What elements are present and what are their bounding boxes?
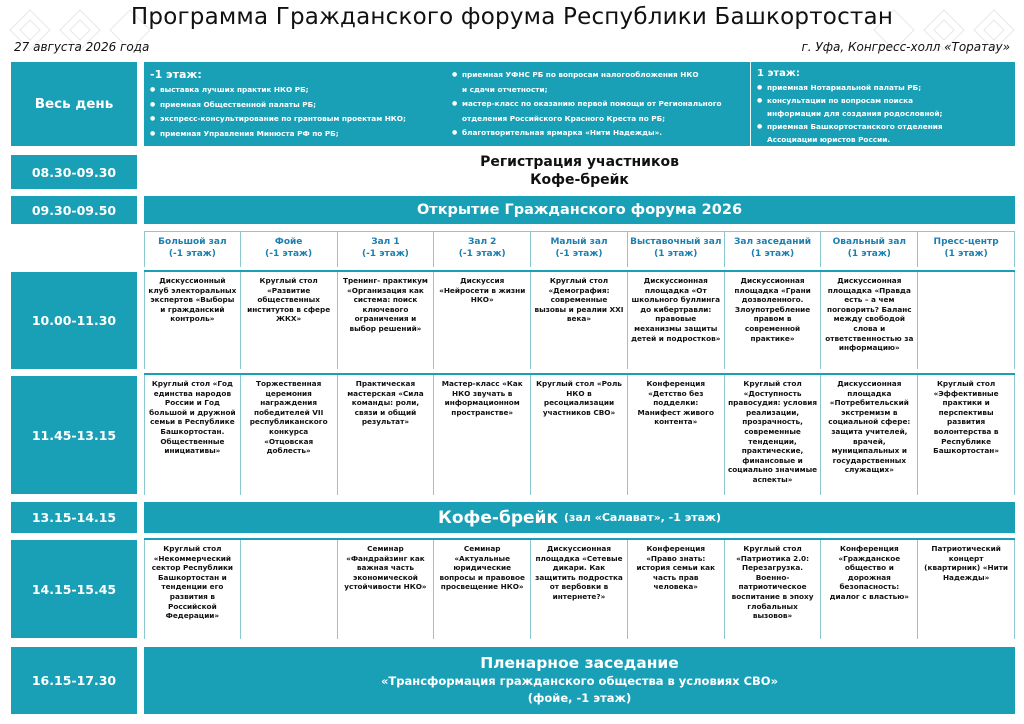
hall-floor: (1 этаж): [654, 249, 698, 259]
opening-bar: [144, 196, 1015, 224]
hall-floor: (1 этаж): [944, 249, 988, 259]
event-cell: Конференция «Гражданское общество и дорожная безопасность: диалог с властью»: [821, 540, 918, 639]
time-session-1: 10.00-11.30: [11, 272, 137, 369]
hall-floor: (-1 этаж): [168, 249, 216, 259]
event-cell: Конференция «Детство без подделки: Манифест живого контента»: [628, 375, 725, 495]
event-cell: Круглый стол «Доступность правосудия: условия реализации, прозрачность, современные тенденции, практические, финансовые и социально значимые аспекты»: [725, 375, 822, 495]
hall-header: [531, 231, 628, 267]
hall-name: Выставочный зал: [630, 237, 722, 247]
opening-title: Открытие Гражданского форума 2026: [416, 202, 743, 218]
list-item: отделения Российского Красного Креста по РБ;: [462, 113, 666, 123]
hall-floor: (-1 этаж): [361, 249, 409, 259]
list-item: ● приемная Башкортостанского отделения: [757, 120, 1015, 133]
list-item: ● приемная Общественной палаты РБ;: [150, 98, 444, 113]
event-cell: Дискуссионная площадка «Сетевые дикари. Как защитить подростка от вербовки в интернете?»: [531, 540, 628, 639]
hall-floor: (1 этаж): [847, 249, 891, 259]
floor-label: -1 этаж:: [150, 68, 202, 81]
time-session-2: 11.45-13.15: [11, 376, 137, 494]
event-cell: Тренинг- практикум «Организация как система: поиск ключевого ограничения и выбор решений»: [338, 272, 435, 369]
registration-block: [144, 150, 1015, 192]
event-cell: Дискуссионная площадка «Потребительский экстремизм в социальной сфере: защита учителей, врачей, муниципальных и государственных служащих»: [821, 375, 918, 495]
page-title: Программа Гражданского форума Республики Башкортостан: [130, 4, 894, 30]
list-item: ● мастер-класс по оказанию первой помощи от Регионального: [452, 97, 749, 112]
hall-floor: (1 этаж): [750, 249, 795, 259]
session-2-row: [144, 373, 1015, 495]
list-item: и сдачи отчетности;: [462, 84, 548, 94]
hall-name: Большой зал: [158, 237, 227, 247]
hall-header: [434, 231, 531, 267]
hall-floor: (-1 этаж): [458, 249, 506, 259]
event-cell: Дискуссионная площадка «Грани дозволенного. Злоупотребление правом в современной практике»: [725, 272, 822, 369]
event-cell: Круглый стол «Эффективные практики и перспективы развития волонтерства в Республике Башкортостан»: [918, 375, 1015, 495]
list-item: Ассоциации юристов России.: [767, 135, 891, 144]
event-cell: [241, 540, 338, 639]
time-all-day: Весь день: [11, 62, 137, 146]
floor-label: 1 этаж:: [757, 68, 800, 79]
hall-header: [144, 231, 241, 267]
plenary-title: Пленарное заседание: [480, 654, 679, 672]
event-cell: Мастер-класс «Как НКО звучать в информационном пространстве»: [434, 375, 531, 495]
hall-name: Зал 1: [371, 237, 400, 247]
event-cell: Дискуссионная площадка «Правда есть – а чем поговорить? Баланс между свободой слова и ответственностью за информацию»: [821, 272, 918, 369]
list-item: ● приемная УФНС РБ по вопросам налогообложения НКО: [452, 68, 749, 83]
hall-name: Зал 2: [467, 237, 497, 247]
time-opening: 09.30-09.50: [11, 196, 137, 224]
event-cell: Практическая мастерская «Сила команды: роли, связи и общий результат»: [338, 375, 435, 495]
hall-name: Овальный зал: [832, 237, 907, 247]
event-cell: [918, 272, 1015, 369]
all-day-list: [150, 83, 444, 141]
list-item: ● выставка лучших практик НКО РБ;: [150, 83, 444, 98]
all-day-column-1: [144, 62, 444, 146]
halls-header: [144, 231, 1015, 267]
event-cell: Дискуссионный клуб электоральных экспертов «Выборы и гражданский контроль»: [144, 272, 241, 369]
coffee-break-location: (зал «Салават», -1 этаж): [564, 511, 722, 524]
coffee-break-title: Кофе-брейк: [530, 172, 629, 188]
all-day-list: [452, 68, 749, 141]
hall-header: [338, 231, 435, 267]
plenary-block: [144, 647, 1015, 714]
hall-name: Малый зал: [550, 237, 608, 247]
plenary-subtitle: «Трансформация гражданского общества в условиях СВО»: [380, 674, 778, 688]
coffee-break-bar: [144, 502, 1015, 533]
hall-floor: (-1 этаж): [555, 249, 603, 259]
session-3-row: [144, 538, 1015, 639]
all-day-column-2: [444, 62, 749, 146]
hall-header: [918, 231, 1015, 267]
list-item: ● консультации по вопросам поиска: [757, 94, 1015, 107]
all-day-panel: [144, 62, 1015, 146]
list-item: ● приемная Управления Минюста РФ по РБ;: [150, 127, 444, 142]
event-cell: Круглый стол «Развитие общественных институтов в сфере ЖКХ»: [241, 272, 338, 369]
time-coffee-break: 13.15-14.15: [11, 502, 137, 533]
event-date: 27 августа 2026 года: [14, 40, 150, 54]
time-registration: 08.30-09.30: [11, 155, 137, 189]
list-item: информации для создания родословной;: [767, 109, 943, 118]
time-plenary: 16.15-17.30: [11, 647, 137, 714]
event-cell: Круглый стол «Некоммерческий сектор Республики Башкортостан и тенденции его развития в Российской Федерации»: [144, 540, 241, 639]
session-1-row: [144, 270, 1015, 369]
list-item: ● приемная Нотариальной палаты РБ;: [757, 81, 1015, 94]
list-item: ● благотворительная ярмарка «Нити Надежды».: [452, 126, 749, 141]
all-day-list: [757, 81, 1015, 146]
time-session-3: 14.15-15.45: [11, 540, 137, 638]
event-cell: Патриотический концерт (квартирник) «Нити Надежды»: [918, 540, 1015, 639]
hall-header: [241, 231, 338, 267]
event-cell: Круглый стол «Демография: современные вызовы и реалии XXI века»: [531, 272, 628, 369]
event-cell: Дискуссия «Нейросети в жизни НКО»: [434, 272, 531, 369]
all-day-column-3: [750, 62, 1015, 146]
registration-title: Регистрация участников: [480, 154, 679, 170]
hall-header: [725, 231, 822, 267]
event-cell: Дискуссионная площадка «От школьного буллинга до кибертравли: правовые механизмы защиты детей и подростков»: [628, 272, 725, 369]
event-cell: Круглый стол «Роль НКО в ресоциализации участников СВО»: [531, 375, 628, 495]
event-cell: Круглый стол «Год единства народов России и Год большой и дружной семьи в Республике Башкортостан. Общественные инициативы»: [144, 375, 241, 495]
hall-name: Зал заседаний: [733, 237, 812, 247]
hall-header: [628, 231, 725, 267]
plenary-place: (фойе, -1 этаж): [527, 691, 632, 705]
event-cell: Торжественная церемония награждения победителей VII республиканского конкурса «Отцовская доблесть»: [241, 375, 338, 495]
event-cell: Семинар «Актуальные юридические вопросы и правовое просвещение НКО»: [434, 540, 531, 639]
hall-name: Фойе: [274, 237, 303, 247]
event-cell: Семинар «Фандрайзинг как важная часть экономической устойчивости НКО»: [338, 540, 435, 639]
hall-name: Пресс-центр: [933, 237, 999, 247]
coffee-break-title: Кофе-брейк: [437, 507, 558, 528]
event-cell: Круглый стол «Патриотика 2.0: Перезагрузка. Военно-патриотическое воспитание в эпоху глобальных вызовов»: [725, 540, 822, 639]
event-cell: Конференция «Право знать: история семьи как часть прав человека»: [628, 540, 725, 639]
hall-header: [821, 231, 918, 267]
list-item: ● экспресс-консультирование по грантовым проектам НКО;: [150, 112, 444, 127]
event-venue: г. Уфа, Конгресс-холл «Торатау»: [801, 40, 1010, 54]
hall-floor: (-1 этаж): [265, 249, 313, 259]
